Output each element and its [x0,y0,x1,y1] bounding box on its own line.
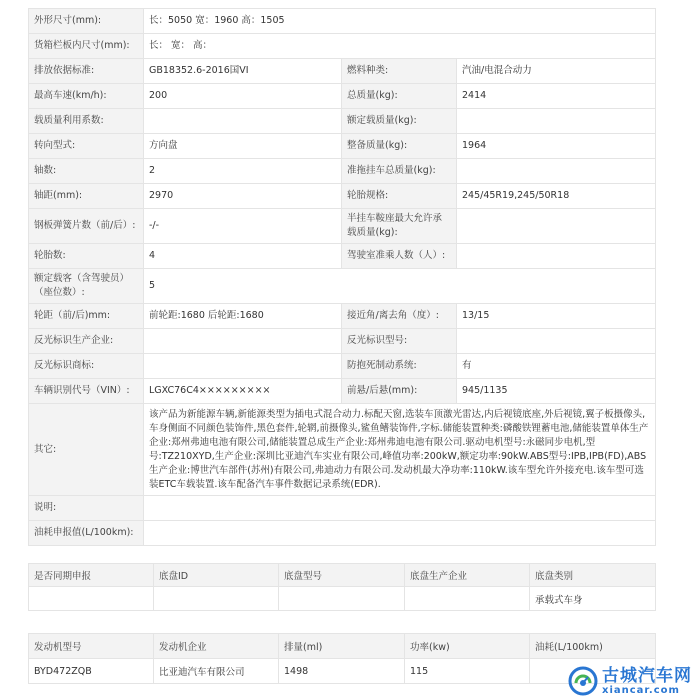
top-speed-label: 最高车速(km/h): [29,84,144,109]
engine-header-displacement: 排量(ml) [279,634,405,659]
engine-table [28,633,656,684]
leaf-spring-label: 钢板弹簧片数（前/后）: [29,209,144,244]
chassis-cell-synced [29,587,154,611]
chassis-cell-type: 承载式车身 [530,587,656,611]
chassis-header-maker: 底盘生产企业 [405,564,530,587]
fuel-consumption-value [144,521,656,546]
fuel-value: 汽油/电混合动力 [457,59,656,84]
engine-cell-maker: 比亚迪汽车有限公司 [154,659,279,684]
chassis-table [28,563,656,611]
chassis-header-row [29,564,656,587]
engine-header-row [29,634,656,659]
chassis-header-type: 底盘类别 [530,564,656,587]
engine-header-consumption: 油耗(L/100km) [530,634,656,659]
description-value [144,496,656,521]
track-label: 轮距（前/后)mm: [29,304,144,329]
reflector-model-value [457,329,656,354]
vehicle-spec-table [28,8,656,546]
reflector-mfr-label: 反光标识生产企业: [29,329,144,354]
overhang-label: 前悬/后悬(mm): [342,379,457,404]
reflector-brand-value [144,354,342,379]
dims-label: 外形尺寸(mm): [29,9,144,34]
chassis-cell-model [279,587,405,611]
approach-angle-value: 13/15 [457,304,656,329]
steering-label: 转向型式: [29,134,144,159]
engine-header-model: 发动机型号 [29,634,154,659]
curb-mass-value: 1964 [457,134,656,159]
reflector-mfr-value [144,329,342,354]
other-label: 其它: [29,404,144,496]
vin-label: 车辆识别代号（VIN）: [29,379,144,404]
cab-passengers-label: 驾驶室准乘人数（人）: [342,244,457,269]
vin-value: LGXC76C4××××××××× [144,379,342,404]
site-watermark [568,666,692,696]
reflector-brand-label: 反光标识商标: [29,354,144,379]
table-row [29,587,656,611]
tire-count-value: 4 [144,244,342,269]
rated-load-label: 额定载质量(kg): [342,109,457,134]
engine-header-maker: 发动机企业 [154,634,279,659]
site-logo-icon [568,666,598,696]
chassis-cell-id [154,587,279,611]
engine-cell-power: 115 [405,659,530,684]
cab-passengers-value [457,244,656,269]
tire-spec-label: 轮胎规格: [342,184,457,209]
tire-spec-value: 245/45R19,245/50R18 [457,184,656,209]
rated-load-value [457,109,656,134]
chassis-header-synced: 是否同期申报 [29,564,154,587]
cargo-dims-value: 长： 宽： 高： [144,34,656,59]
trailer-mass-value [457,159,656,184]
gross-mass-label: 总质量(kg): [342,84,457,109]
cargo-dims-label: 货箱栏板内尺寸(mm): [29,34,144,59]
axles-value: 2 [144,159,342,184]
gross-mass-value: 2414 [457,84,656,109]
emission-value: GB18352.6-2016国VI [144,59,342,84]
seats-value: 5 [144,269,656,304]
axles-label: 轴数: [29,159,144,184]
top-speed-value: 200 [144,84,342,109]
chassis-header-id: 底盘ID [154,564,279,587]
fuel-consumption-label: 油耗申报值(L/100km): [29,521,144,546]
description-label: 说明: [29,496,144,521]
wheelbase-label: 轴距(mm): [29,184,144,209]
saddle-load-label: 半挂车鞍座最大允许承载质量(kg): [342,209,457,244]
chassis-header-model: 底盘型号 [279,564,405,587]
engine-cell-displacement: 1498 [279,659,405,684]
chassis-cell-maker [405,587,530,611]
abs-label: 防抱死制动系统: [342,354,457,379]
trailer-mass-label: 准拖挂车总质量(kg): [342,159,457,184]
table-row [29,659,656,684]
load-util-value [144,109,342,134]
dims-value: 长：5050 宽：1960 高：1505 [144,9,656,34]
saddle-load-value [457,209,656,244]
track-value: 前轮距:1680 后轮距:1680 [144,304,342,329]
approach-angle-label: 接近角/离去角（度）: [342,304,457,329]
reflector-model-label: 反光标识型号: [342,329,457,354]
tire-count-label: 轮胎数: [29,244,144,269]
curb-mass-label: 整备质量(kg): [342,134,457,159]
load-util-label: 载质量利用系数: [29,109,144,134]
watermark-domain: xiancar.com [602,684,680,696]
watermark-name: 古城汽车网 [602,665,692,686]
abs-value: 有 [457,354,656,379]
seats-label: 额定载客（含驾驶员）（座位数）: [29,269,144,304]
leaf-spring-value: -/- [144,209,342,244]
emission-label: 排放依据标准: [29,59,144,84]
fuel-label: 燃料种类: [342,59,457,84]
steering-value: 方向盘 [144,134,342,159]
overhang-value: 945/1135 [457,379,656,404]
engine-cell-model: BYD472ZQB [29,659,154,684]
other-notes: 该产品为新能源车辆,新能源类型为插电式混合动力.标配天窗,选装车顶激光雷达,内后视镜底座,外后视镜,翼子板摄像头,车身侧面不同颜色装饰件,黑色套件,轮辋,前摄像头,鲨鱼鳍装饰件,字标.储能装置种类:磷酸铁锂蓄电池,储能装置单体生产企业:郑州弗迪电池有限公司,储能装置总成生产企业:郑州弗迪电池有限公司.驱动电机型号:永磁同步电机,型号:TZ210XYD,生产企业:深圳比亚迪汽车实业有限公司,峰值功率:200kW,额定功率:90kW.ABS型号:IPB,IPB(FD),ABS生产企业:博世汽车部件(苏州)有限公司,弗迪动力有限公司.发动机最大净功率:110kW.该车型允许外接充电.该车型可选装ETC车载装置.该车配备汽车事件数据记录系统(EDR). [144,404,656,496]
engine-header-power: 功率(kw) [405,634,530,659]
wheelbase-value: 2970 [144,184,342,209]
